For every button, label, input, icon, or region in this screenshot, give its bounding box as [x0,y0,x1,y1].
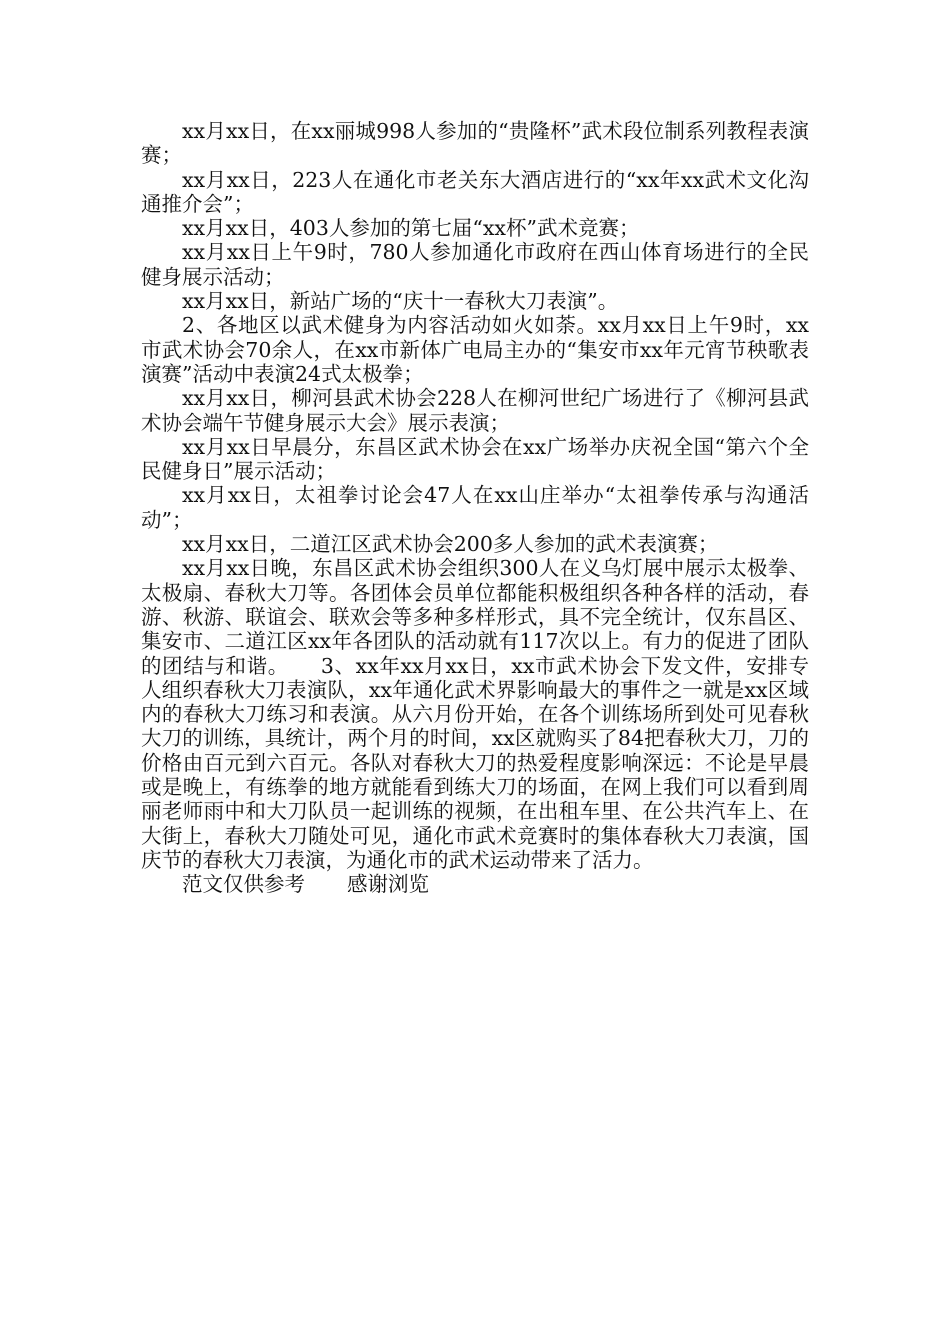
document-body [141,119,809,897]
paragraph-10: xx月xx日，二道江区武术协会200多人参加的武术表演赛； [182,532,719,557]
paragraph-9: xx月xx日，太祖拳讨论会47人在xx山庄举办“太祖拳传承与沟通活动”； [141,483,809,532]
paragraph-1: xx月xx日，在xx丽城998人参加的“贵隆杯”武术段位制系列教程表演赛； [141,119,809,168]
paragraph-2: xx月xx日，223人在通化市老关东大酒店进行的“xx年xx武术文化沟通推介会”； [141,167,809,216]
paragraph-11: xx月xx日晚，东昌区武术协会组织300人在义乌灯展中展示太极拳、太极扇、春秋大刀等。各团体会员单位都能积极组织各种各样的活动，春游、秋游、联谊会、联欢会等多种多样形式，具不完全统计，仅东昌区、集安市、二道江区xx年各团队的活动就有117次以上。有力的促进了团队的团结与和谐。 3、xx年xx月xx日，xx市武术协会下发文件，安排专人组织春秋大刀表演队，xx年通化武术界影响最大的事件之一就是xx区域内的春秋大刀练习和表演。从六月份开始，在各个训练场所到处可见春秋大刀的训练，具统计，两个月的时间，xx区就购买了84把春秋大刀，刀的价格由百元到六百元。各队对春秋大刀的热爱程度影响深远：不论是早晨或是晚上，有练拳的地方就能看到练大刀的场面，在网上我们可以看到周丽老师雨中和大刀队员一起训练的视频，在出租车里、在公共汽车上、在大街上，春秋大刀随处可见，通化市武术竞赛时的集体春秋大刀表演，国庆节的春秋大刀表演，为通化市的武术运动带来了活力。 [141,556,809,872]
footer-left-text: 范文仅供参考 [182,872,305,897]
footer-note [141,872,809,896]
footer-right-text: 感谢浏览 [347,872,429,897]
paragraph-4: xx月xx日上午9时，780人参加通化市政府在西山体育场进行的全民健身展示活动； [141,240,809,289]
paragraph-3: xx月xx日，403人参加的第七届“xx杯”武术竞赛； [182,216,640,241]
paragraph-5: xx月xx日，新站广场的“庆十一春秋大刀表演”。 [182,289,619,314]
paragraph-6: 2、各地区以武术健身为内容活动如火如荼。xx月xx日上午9时，xx市武术协会70余人，在xx市新体广电局主办的“集安市xx年元宵节秧歌表演赛”活动中表演24式太极拳； [141,313,809,386]
paragraph-8: xx月xx日早晨分，东昌区武术协会在xx广场举办庆祝全国“第六个全民健身日”展示活动； [141,434,809,484]
paragraph-7: xx月xx日，柳河县武术协会228人在柳河世纪广场进行了《柳河县武术协会端午节健身展示大会》展示表演； [141,386,809,435]
